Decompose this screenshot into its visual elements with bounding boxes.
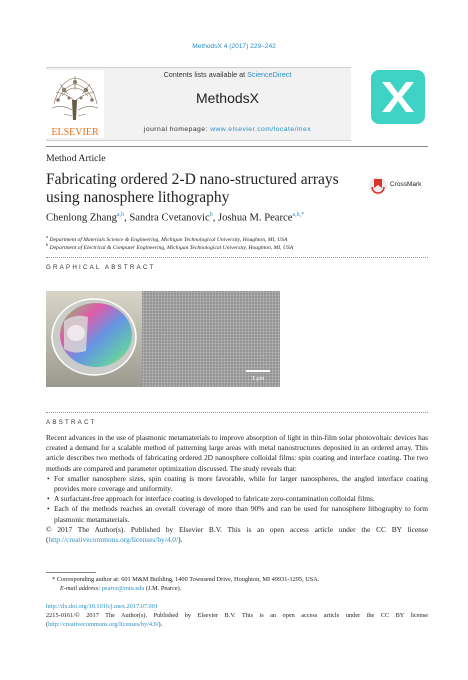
corresponding-author-footnote bbox=[52, 576, 319, 593]
email-label: E-mail address: bbox=[60, 584, 102, 592]
findings-list bbox=[46, 474, 428, 525]
email-link[interactable]: pearce@mtu.edu bbox=[101, 584, 145, 592]
author-name[interactable]: Joshua M. Pearce bbox=[218, 212, 293, 224]
sciencedirect-link[interactable]: ScienceDirect bbox=[247, 70, 292, 79]
author-affiliation-marker[interactable]: a,b,* bbox=[292, 212, 305, 218]
author-name[interactable]: Chenlong Zhang bbox=[46, 212, 117, 224]
crossmark-label: CrossMark bbox=[390, 181, 422, 188]
elsevier-logo bbox=[46, 70, 104, 138]
journal-title: MethodsX bbox=[195, 90, 260, 106]
graphical-abstract-rule bbox=[46, 257, 428, 258]
abstract-heading: ABSTRACT bbox=[46, 419, 97, 426]
author-name[interactable]: Sandra Cvetanovic bbox=[129, 212, 210, 224]
doi-link[interactable]: http://dx.doi.org/10.1016/j.mex.2017.07.001 bbox=[46, 603, 159, 610]
sem-image bbox=[142, 291, 280, 387]
homepage-link[interactable]: www.elsevier.com/locate/mex bbox=[210, 126, 312, 133]
corresponding-address: * Corresponding author at: 601 M&M Building, 1400 Townsend Drive, Houghton, MI 49931-1295, USA. bbox=[52, 576, 320, 583]
affiliation-mark: a bbox=[46, 234, 48, 239]
homepage-prefix: journal homepage: bbox=[143, 126, 211, 133]
author-list: Chenlong Zhang$^{a,b}$, Sandra Cvetanovic$^b$, Joshua M. Pearce$^{a,b,*}$ bbox=[46, 212, 305, 224]
license-link[interactable]: http://creativecommons.org/licenses/by/4.0/ bbox=[48, 535, 179, 545]
methodsx-logo bbox=[371, 70, 425, 124]
issn-text: 2215-0161/© 2017 The Author(s). Published by Elsevier B.V. This is an open access article under the CC BY license ( bbox=[46, 612, 428, 628]
footnote-rule bbox=[46, 572, 96, 573]
affiliation-mark: b bbox=[46, 242, 49, 247]
article-title: Fabricating ordered 2-D nano-structured arrays using nanosphere lithography bbox=[46, 171, 339, 206]
scale-bar-label: 1 μm bbox=[251, 376, 265, 382]
affiliation-text: Department of Electrical & Computer Engineering, Michigan Technological University, Houghton, MI, USA bbox=[49, 244, 294, 251]
author-affiliation-marker[interactable]: a,b bbox=[116, 212, 125, 218]
contents-prefix: Contents lists available at bbox=[163, 70, 248, 79]
journal-homepage-line bbox=[104, 126, 351, 133]
copyright-end: ). bbox=[178, 535, 183, 545]
issn-end: ). bbox=[158, 620, 163, 628]
graphical-abstract-heading: GRAPHICAL ABSTRACT bbox=[46, 264, 156, 271]
journal-reference[interactable]: MethodsX 4 (2017) 229–242 bbox=[192, 43, 276, 50]
email-line bbox=[52, 585, 319, 594]
header-rule bbox=[46, 146, 428, 147]
abstract-rule bbox=[46, 412, 428, 413]
abstract-paragraph: Recent advances in the use of plasmonic metamaterials to improve absorption of light in thin-film solar photovoltaic devices has created a demand for a scalable method of patterning large areas with metal nanostructures deposited in an ordered array. This article describes two methods of fabricating ordered 2D nanosphere colloidal films: spin coating and interface coating. The two methods are compared and parameter optimization discussed. The study reveals that: bbox=[46, 433, 428, 473]
copyright-notice bbox=[46, 525, 428, 545]
crossmark-badge[interactable] bbox=[368, 175, 430, 197]
issn-license-line bbox=[46, 612, 428, 629]
abstract-body bbox=[46, 433, 428, 545]
article-type: Method Article bbox=[46, 153, 106, 164]
contents-available-line bbox=[104, 70, 351, 79]
finding-item: • Each of the methods reaches an overall coverage of more than 90% and can be used for nanosphere lithography to form plasmonic metamaterials. bbox=[54, 504, 428, 524]
issn-license-link[interactable]: http://creativecommons.org/licenses/by/4.0/ bbox=[48, 620, 159, 628]
crossmark-icon bbox=[368, 175, 388, 197]
affiliation-b bbox=[46, 242, 293, 251]
affiliation-text: Department of Materials Science & Engineering, Michigan Technological University, Houghton, MI, USA bbox=[49, 236, 288, 243]
author-affiliation-marker[interactable]: b bbox=[209, 212, 213, 218]
finding-item: • A surfactant-free approach for interface coating is developed to fabricate zero-contamination colloidal films. bbox=[54, 494, 428, 504]
colloidal-film-photo bbox=[46, 291, 142, 387]
finding-item: • For smaller nanosphere sizes, spin coating is more favorable, while for larger nanospheres, the angled interface coating provides more coverage and uniformity. bbox=[54, 474, 428, 494]
elsevier-logo-text: ELSEVIER bbox=[51, 127, 99, 138]
copyright-text: © 2017 The Author(s). Published by Elsevier B.V. This is an open access article under the CC BY license ( bbox=[46, 524, 428, 545]
email-suffix: (J.M. Pearce). bbox=[144, 584, 182, 592]
